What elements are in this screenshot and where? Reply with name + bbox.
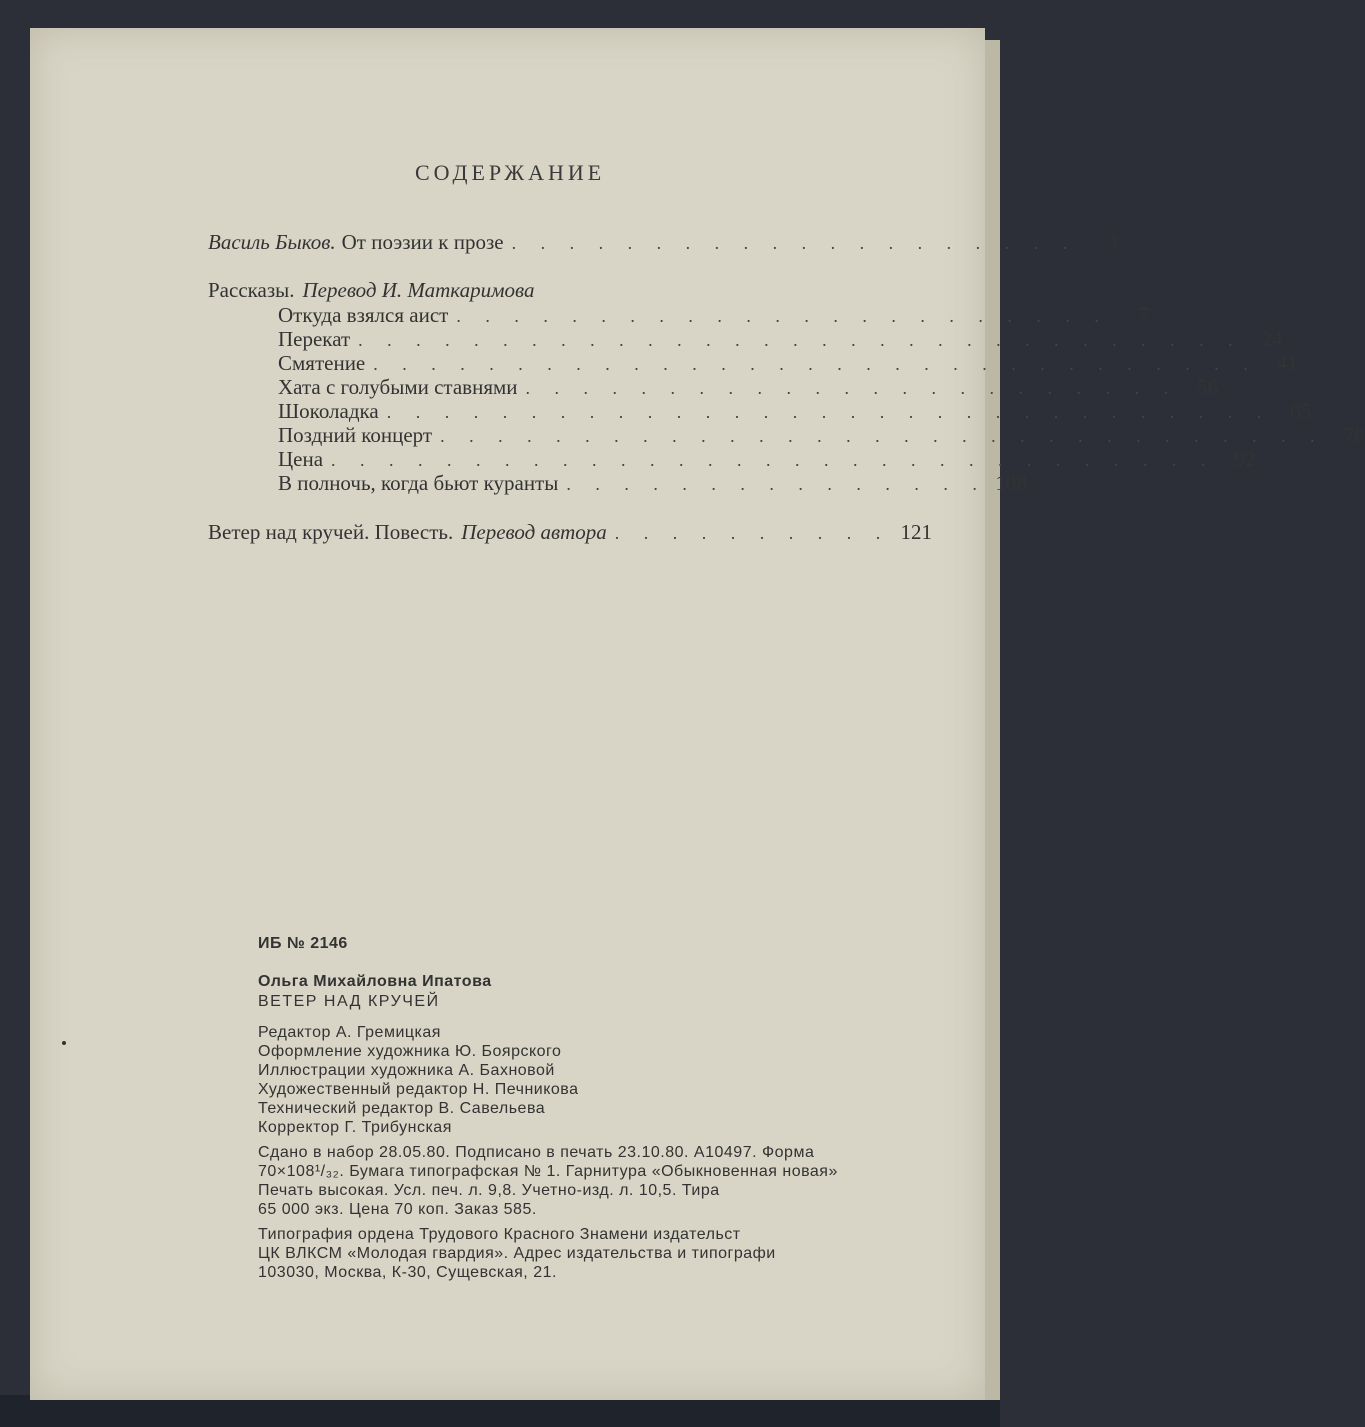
imprint-credit: Оформление художника Ю. Боярского	[258, 1043, 562, 1060]
imprint-author: Ольга Михайловна Ипатова	[258, 973, 492, 990]
toc-stories-translator: Перевод И. Маткаримова	[302, 278, 535, 302]
imprint-printer-info: Типография ордена Трудового Красного Знамени издательст	[258, 1226, 741, 1243]
toc-story-title: Поздний концерт	[278, 423, 433, 447]
leader-dots: . . . . . . . . . . . . . . . . . . . . . . . . . . . . . . .	[331, 450, 1216, 470]
toc-story-title: В полночь, когда бьют куранты	[278, 471, 559, 495]
imprint-printer-info: 103030, Москва, К-30, Сущевская, 21.	[258, 1264, 557, 1281]
toc-story-row	[278, 447, 1256, 472]
book-page	[30, 28, 1365, 1400]
leader-dots: . . . . . . . . . . . . . . . . . . . . . . .	[456, 306, 1109, 326]
imprint-print-info: 70×108¹/₃₂. Бумага типографская № 1. Гарнитура «Обыкновенная новая»	[258, 1163, 838, 1180]
toc-story-row	[278, 351, 1298, 376]
imprint-print-info: Сдано в набор 28.05.80. Подписано в печать 23.10.80. А10497. Форма	[258, 1144, 815, 1161]
toc-story-page: 56	[1197, 375, 1219, 399]
toc-story-row	[278, 375, 1219, 400]
imprint-ib: ИБ № 2146	[258, 935, 348, 952]
toc-intro-page: 3	[1106, 230, 1118, 254]
toc-story-page: 41	[1276, 351, 1298, 375]
toc-story-row	[278, 303, 1149, 328]
toc-story-title: Шоколадка	[278, 399, 379, 423]
toc-novella-page: 121	[900, 520, 932, 544]
imprint-credit: Корректор Г. Трибунская	[258, 1119, 452, 1136]
toc-story-title: Смятение	[278, 351, 366, 375]
toc-stories-label: Рассказы.	[208, 278, 295, 302]
leader-dots: . . . . . . . . . . . . . . . . . . . . . . . . . . . . . . .	[373, 354, 1258, 374]
toc-story-row	[278, 471, 1027, 496]
imprint-credit: Технический редактор В. Савельева	[258, 1100, 546, 1117]
toc-story-page: 92	[1234, 447, 1256, 471]
toc-story-row	[278, 399, 1312, 424]
toc-stories-heading	[208, 278, 534, 303]
imprint-print-info: Печать высокая. Усл. печ. л. 9,8. Учетно-изд. л. 10,5. Тира	[258, 1182, 720, 1199]
leader-dots: . . . . . . . . . .	[614, 523, 891, 543]
leader-dots: . . . . . . . . . . . . . . . . . . . . . . . . . . . . . . .	[440, 426, 1325, 446]
toc-intro-text: От поэзии к прозе	[341, 230, 504, 254]
toc-story-page: 24	[1261, 327, 1283, 351]
leader-dots: . . . . . . . . . . . . . . .	[566, 474, 987, 494]
imprint-print-info: 65 000 экз. Цена 70 коп. Заказ 585.	[258, 1201, 537, 1218]
imprint-printer-info: ЦК ВЛКСМ «Молодая гвардия». Адрес издательства и типографи	[258, 1245, 776, 1262]
leader-dots: . . . . . . . . . . . . . . . . . . . . . . . . . . . . . . .	[386, 402, 1272, 422]
leader-dots: . . . . . . . . . . . . . . . . . . . . . . .	[525, 378, 1179, 398]
toc-story-title: Хата с голубыми ставнями	[278, 375, 518, 399]
toc-story-page: 78	[1343, 423, 1365, 447]
toc-intro-author: Василь Быков.	[208, 230, 336, 254]
toc-story-title: Откуда взялся аист	[278, 303, 449, 327]
toc-row-novella	[208, 520, 932, 545]
leader-dots: . . . . . . . . . . . . . . . . . . . .	[511, 233, 1078, 253]
toc-row-intro	[208, 230, 1118, 255]
toc-novella-translator: Перевод автора	[461, 520, 607, 544]
imprint-credit: Иллюстрации художника А. Бахновой	[258, 1062, 555, 1079]
toc-story-page: 108	[995, 471, 1027, 495]
imprint-credit: Редактор А. Гремицкая	[258, 1024, 441, 1041]
toc-story-page: 7	[1138, 303, 1149, 327]
leader-dots: . . . . . . . . . . . . . . . . . . . . . . . . . . . . . . .	[358, 330, 1243, 350]
toc-title: СОДЕРЖАНИЕ	[415, 160, 606, 185]
imprint-credit: Художественный редактор Н. Печникова	[258, 1081, 579, 1098]
imprint-book-title: ВЕТЕР НАД КРУЧЕЙ	[258, 993, 440, 1010]
toc-story-page: 65	[1290, 399, 1312, 423]
toc-novella-text: Ветер над кручей. Повесть.	[208, 520, 454, 544]
toc-story-title: Цена	[278, 447, 324, 471]
toc-story-title: Перекат	[278, 327, 351, 351]
toc-story-row	[278, 327, 1283, 352]
toc-story-row	[278, 423, 1365, 448]
page-speck	[62, 1041, 66, 1045]
